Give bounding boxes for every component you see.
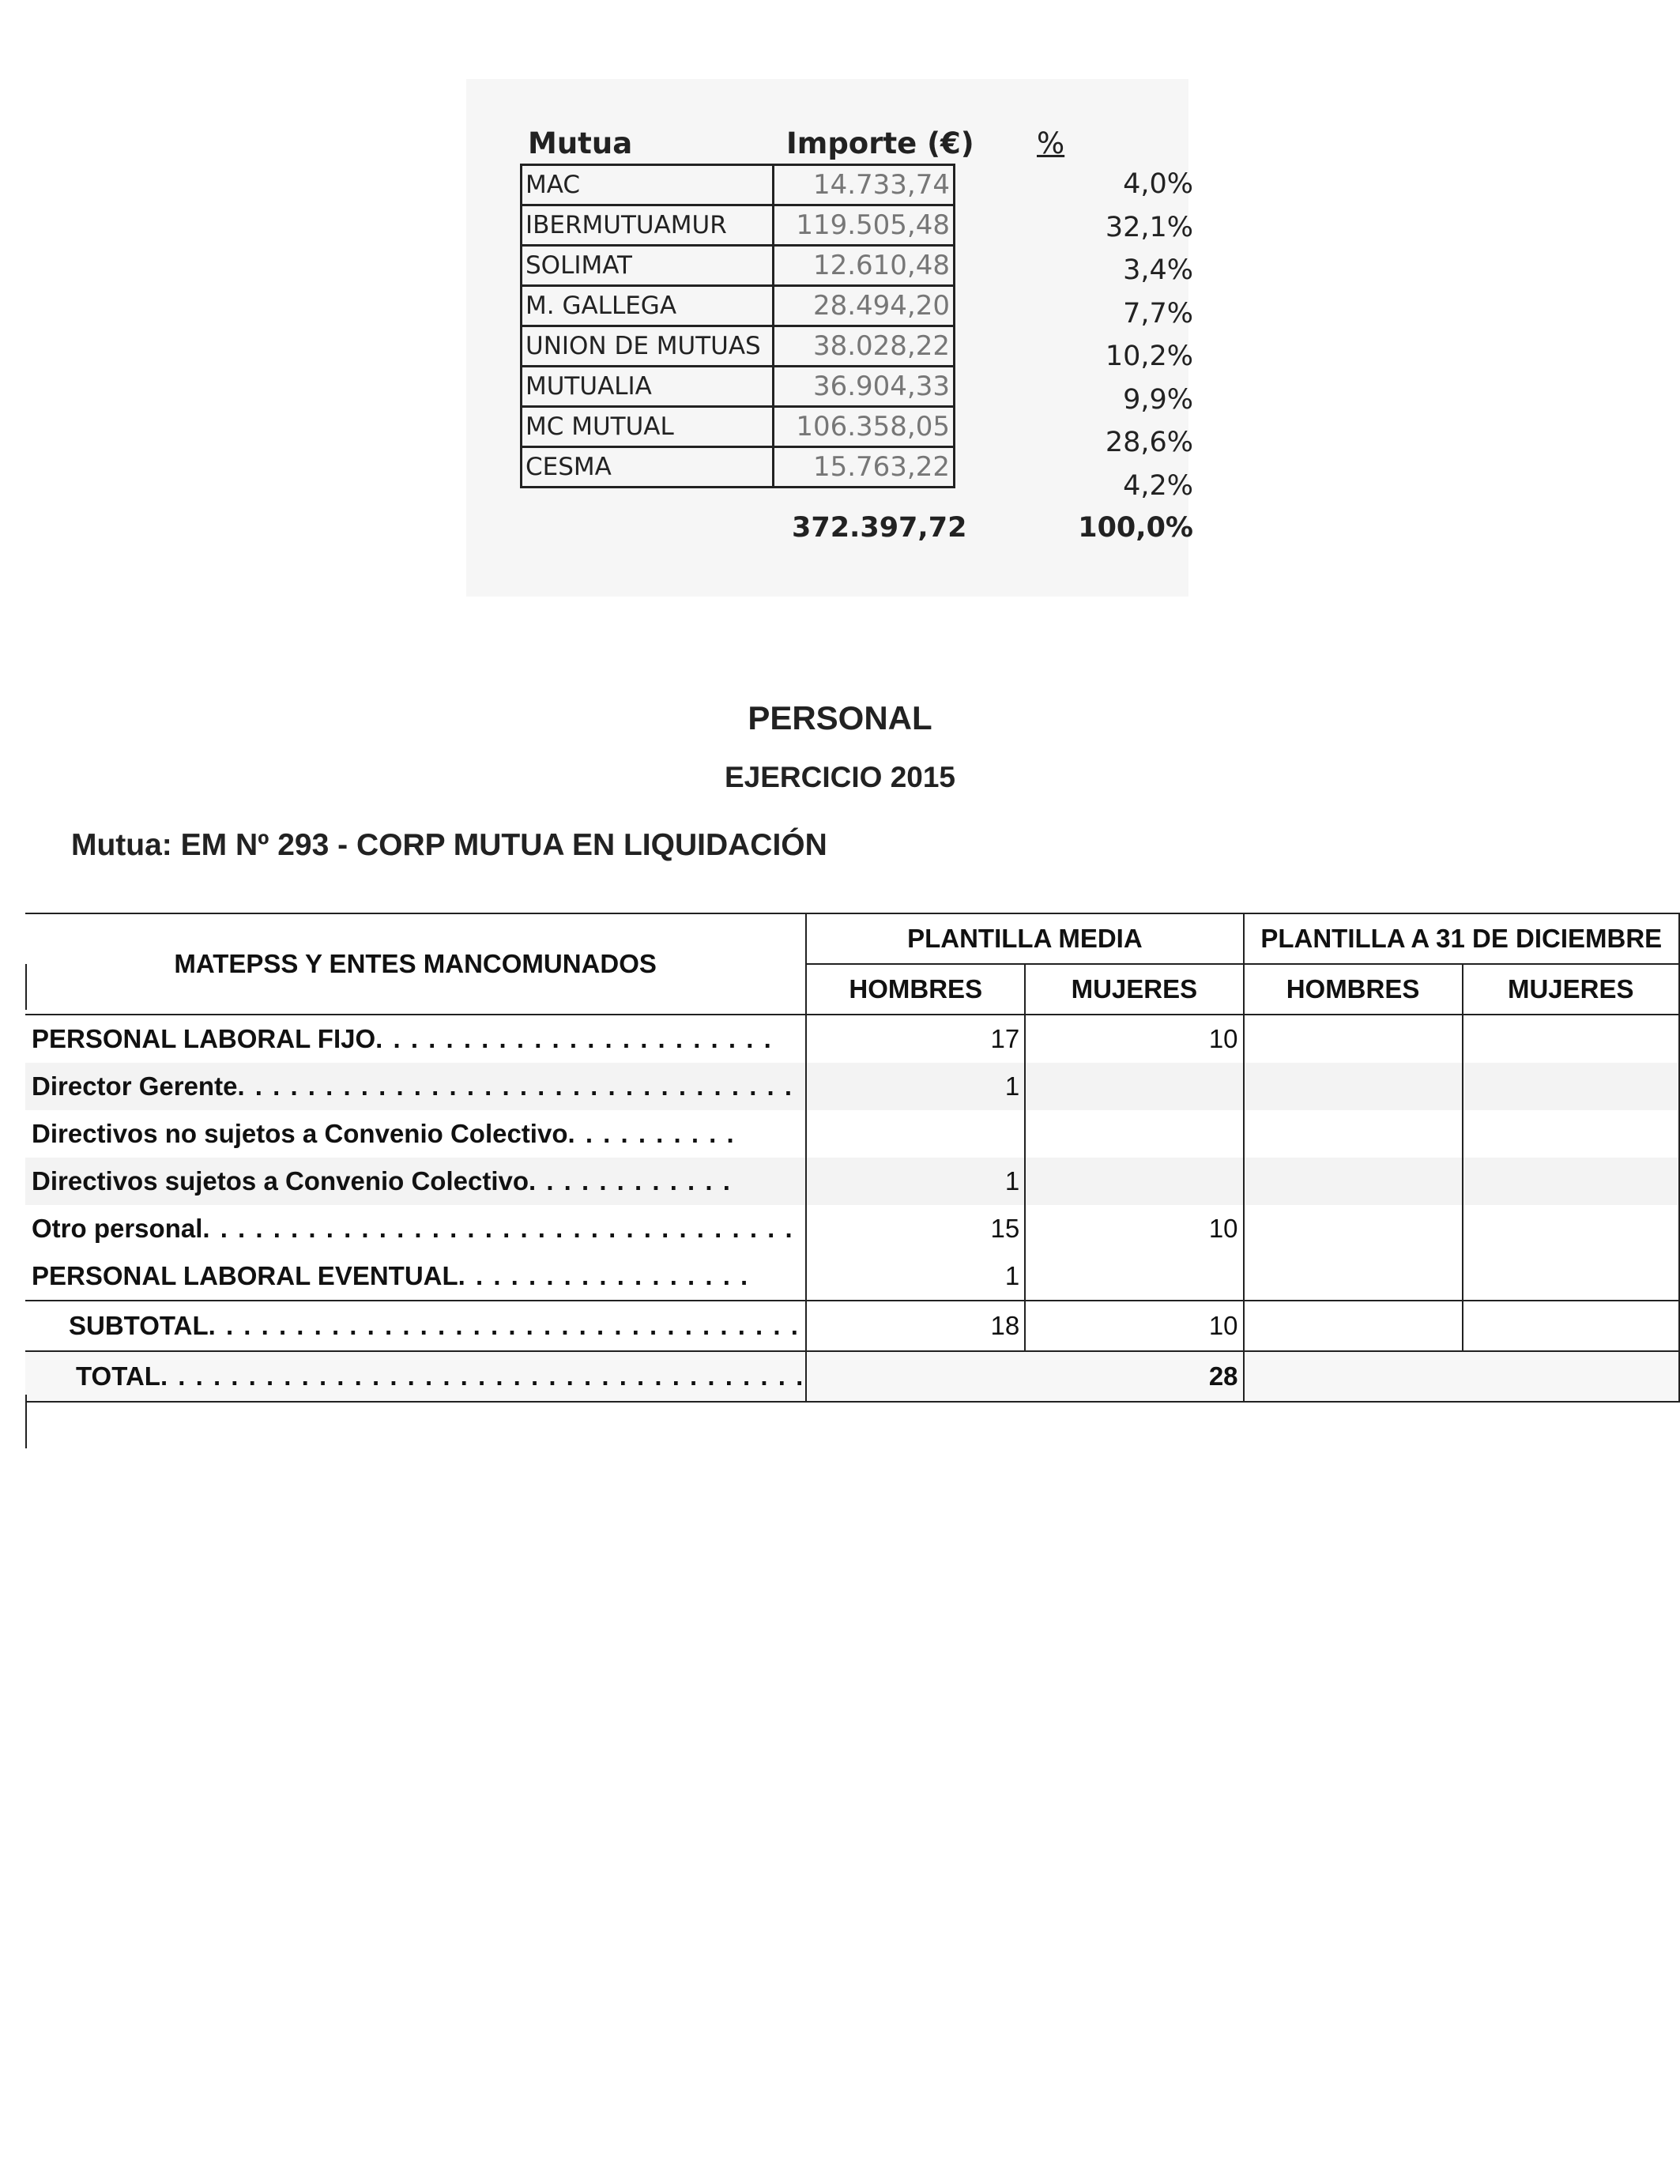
mutua-pct: 28,6% [1105,427,1193,458]
cell-dic-hombres [1244,1158,1463,1205]
cell-dic-hombres [1244,1063,1463,1110]
header-pct: % [1037,126,1065,160]
col-media-hombres: HOMBRES [806,964,1025,1015]
mutua-name-cell: SOLIMAT [522,246,774,286]
subtotal-media-mujeres: 10 [1025,1301,1243,1351]
page-title: PERSONAL [748,699,932,736]
cell-dic-hombres [1244,1110,1463,1158]
personal-table [25,913,1680,1403]
total-row [25,1351,1679,1402]
mutua-row [522,367,955,407]
total-media: 28 [806,1351,1243,1402]
leader-dots: . . . . . . . . . . . . [529,1166,732,1196]
leader-dots: . . . . . . . . . . . . . . . . . . . . . . . [375,1024,773,1053]
cell-dic-hombres [1244,1205,1463,1252]
mutua-row [522,165,955,205]
mutua-name-cell: IBERMUTUAMUR [522,205,774,246]
cell-media-hombres: 15 [806,1205,1025,1252]
cell-media-hombres: 1 [806,1158,1025,1205]
cell-media-mujeres: 10 [1025,1205,1243,1252]
row-label: Directivos no sujetos a Convenio Colectivo [32,1119,568,1148]
leader-dots: . . . . . . . . . . . . . . . . . . . . . . . . . . . . . . . . . . [202,1214,794,1243]
subtotal-dic-hombres [1244,1301,1463,1351]
mutua-name: Mutua: EM Nº 293 - CORP MUTUA EN LIQUIDACIÓN [71,828,827,862]
mutua-pct: 9,9% [1123,383,1193,416]
mutua-name-cell: UNION DE MUTUAS [522,326,774,367]
table-row [25,1158,1679,1205]
cell-dic-mujeres [1463,1158,1679,1205]
mutua-pct: 4,2% [1123,469,1193,502]
table-row [25,1063,1679,1110]
col-entity: MATEPSS Y ENTES MANCOMUNADOS [25,913,806,1015]
total-label: TOTAL [76,1361,160,1391]
mutua-pct: 7,7% [1123,297,1193,329]
left-rule-bottom [25,1395,27,1448]
mutua-amount-cell: 119.505,48 [774,205,955,246]
mutua-name-cell: CESMA [522,447,774,488]
mutua-pct: 4,0% [1123,168,1193,200]
subtotal-label: SUBTOTAL [69,1311,209,1340]
mutua-name-cell: MUTUALIA [522,367,774,407]
mutua-grid [520,164,955,488]
mutua-importe-table [466,79,1193,597]
left-rule-top [25,964,27,1010]
header-importe: Importe (€) [786,126,974,160]
page-subtitle: EJERCICIO 2015 [724,761,956,793]
mutua-amount-cell: 106.358,05 [774,407,955,447]
mutua-amount-cell: 15.763,22 [774,447,955,488]
row-label: PERSONAL LABORAL FIJO [32,1024,376,1053]
group-plantilla-diciembre: PLANTILLA A 31 DE DICIEMBRE [1244,913,1679,964]
table-row [25,1110,1679,1158]
subtotal-dic-mujeres [1463,1301,1679,1351]
cell-media-hombres: 17 [806,1015,1025,1063]
group-plantilla-media: PLANTILLA MEDIA [806,913,1243,964]
cell-media-hombres [806,1110,1025,1158]
mutua-row [522,286,955,326]
mutua-name-cell: M. GALLEGA [522,286,774,326]
table-row [25,1015,1679,1063]
row-label: PERSONAL LABORAL EVENTUAL [32,1261,458,1290]
subtotal-row [25,1301,1679,1351]
row-label: Director Gerente [32,1071,238,1101]
cell-dic-hombres [1244,1252,1463,1301]
cell-media-mujeres: 10 [1025,1015,1243,1063]
mutua-row [522,447,955,488]
col-media-mujeres: MUJERES [1025,964,1243,1015]
mutua-row [522,205,955,246]
cell-dic-mujeres [1463,1252,1679,1301]
col-dic-hombres: HOMBRES [1244,964,1463,1015]
mutua-pct: 32,1% [1105,211,1193,243]
col-dic-mujeres: MUJERES [1463,964,1679,1015]
total-amount: 372.397,72 [792,512,967,544]
cell-media-mujeres [1025,1158,1243,1205]
cell-media-mujeres [1025,1110,1243,1158]
cell-dic-hombres [1244,1015,1463,1063]
mutua-row [522,246,955,286]
mutua-pct: 10,2% [1105,341,1193,372]
mutua-pct: 3,4% [1123,254,1193,286]
leader-dots: . . . . . . . . . . [567,1119,736,1148]
mutua-amount-cell: 12.610,48 [774,246,955,286]
cell-media-hombres: 1 [806,1063,1025,1110]
leader-dots: . . . . . . . . . . . . . . . . . . . . . . . . . . . . . . . . . . [208,1311,800,1340]
mutua-amount-cell: 14.733,74 [774,165,955,205]
mutua-amount-cell: 38.028,22 [774,326,955,367]
mutua-amount-cell: 28.494,20 [774,286,955,326]
leader-dots: . . . . . . . . . . . . . . . . . . . . . . . . . . . . . . . . [237,1071,794,1101]
cell-media-hombres: 1 [806,1252,1025,1301]
mutua-name-cell: MAC [522,165,774,205]
total-pct: 100,0% [1078,512,1193,544]
table-row [25,1205,1679,1252]
mutua-row [522,407,955,447]
leader-dots: . . . . . . . . . . . . . . . . . . . . . . . . . . . . . . . . . . . . . [160,1361,805,1391]
cell-media-mujeres [1025,1063,1243,1110]
cell-dic-mujeres [1463,1110,1679,1158]
row-label: Otro personal [32,1214,203,1243]
cell-dic-mujeres [1463,1205,1679,1252]
mutua-name-cell: MC MUTUAL [522,407,774,447]
cell-dic-mujeres [1463,1015,1679,1063]
cell-media-mujeres [1025,1252,1243,1301]
leader-dots: . . . . . . . . . . . . . . . . . [458,1261,750,1290]
header-mutua: Mutua [528,126,633,160]
table-row [25,1252,1679,1301]
subtotal-media-hombres: 18 [806,1301,1025,1351]
mutua-row [522,326,955,367]
row-label: Directivos sujetos a Convenio Colectivo [32,1166,529,1196]
mutua-amount-cell: 36.904,33 [774,367,955,407]
cell-dic-mujeres [1463,1063,1679,1110]
total-dic [1244,1351,1679,1402]
